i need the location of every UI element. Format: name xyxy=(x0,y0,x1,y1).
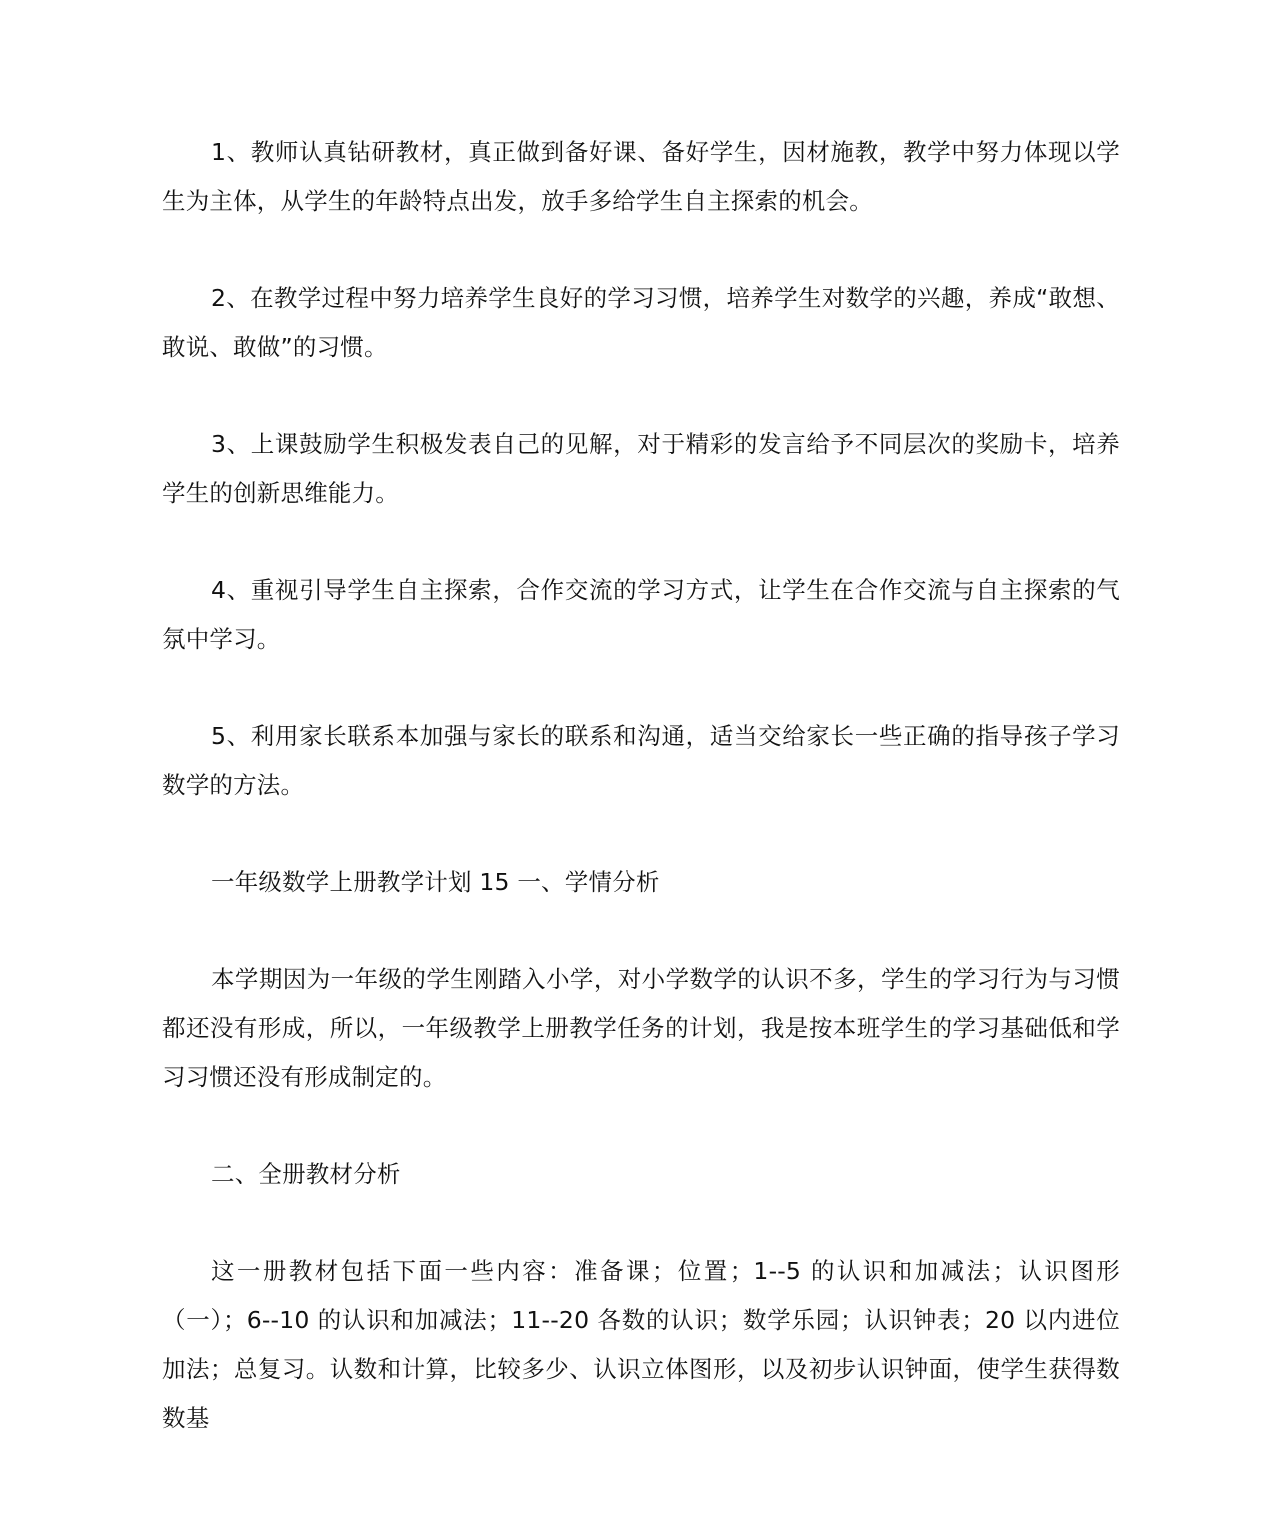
paragraph-item-2: 2、在教学过程中努力培养学生良好的学习习惯，培养学生对数学的兴趣，养成“敢想、敢说、敢做”的习惯。 xyxy=(162,284,1120,361)
paragraph-item-4: 4、重视引导学生自主探索，合作交流的学习方式，让学生在合作交流与自主探索的气氛中学习。 xyxy=(162,576,1120,653)
document-body xyxy=(162,128,1120,1491)
paragraph-item-1: 1、教师认真钻研教材，真正做到备好课、备好学生，因材施教，教学中努力体现以学生为主体，从学生的年龄特点出发，放手多给学生自主探索的机会。 xyxy=(162,138,1120,215)
section-heading-textbook-analysis: 二、全册教材分析 xyxy=(211,1160,401,1188)
paragraph-learning-analysis: 本学期因为一年级的学生刚踏入小学，对小学数学的认识不多，学生的学习行为与习惯都还没有形成，所以，一年级教学上册教学任务的计划，我是按本班学生的学习基础低和学习习惯还没有形成制定的。 xyxy=(162,965,1120,1091)
paragraph-item-5: 5、利用家长联系本加强与家长的联系和沟通，适当交给家长一些正确的指导孩子学习数学的方法。 xyxy=(162,722,1120,799)
paragraph-item-3: 3、上课鼓励学生积极发表自己的见解，对于精彩的发言给予不同层次的奖励卡，培养学生的创新思维能力。 xyxy=(162,430,1120,507)
section-heading-learning-analysis: 一年级数学上册教学计划 15 一、学情分析 xyxy=(211,868,660,896)
paragraph-textbook-contents: 这一册教材包括下面一些内容：准备课；位置；1--5 的认识和加减法；认识图形（一）；6--10 的认识和加减法；11--20 各数的认识；数学乐园；认识钟表；20 以内进位加法；总复习。认数和计算，比较多少、认识立体图形，以及初步认识钟面，使学生获得数数基 xyxy=(162,1257,1120,1432)
